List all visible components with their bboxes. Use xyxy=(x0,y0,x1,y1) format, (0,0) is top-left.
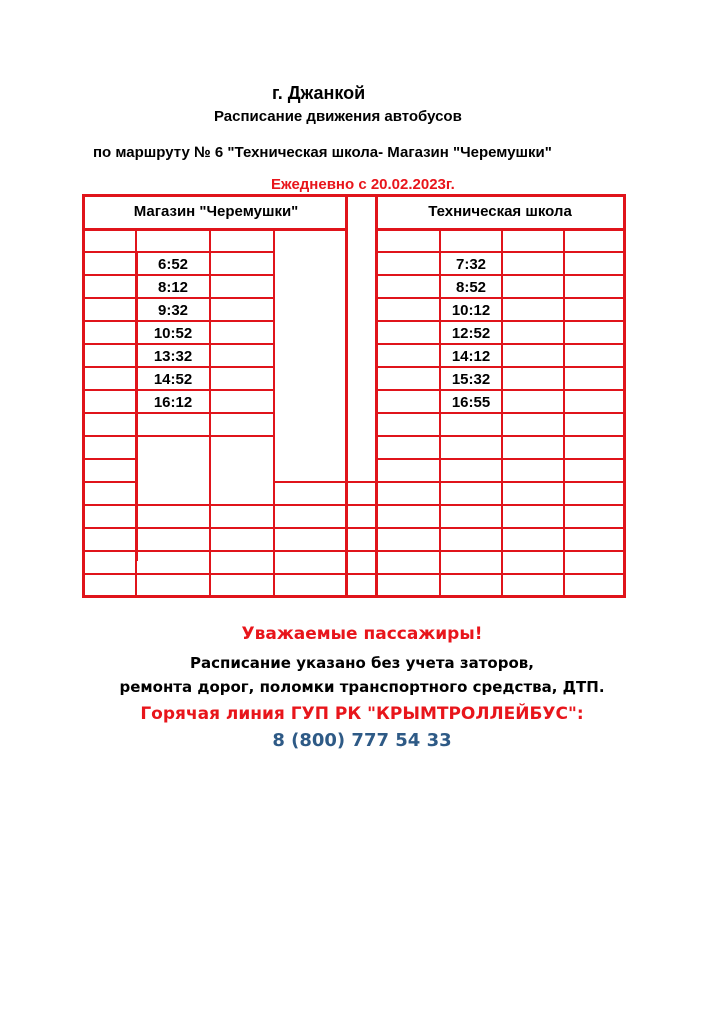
row-line xyxy=(273,527,346,529)
row-line xyxy=(347,550,375,552)
row-line xyxy=(347,504,375,506)
header-rule-right xyxy=(377,228,623,231)
row-line xyxy=(377,274,623,276)
left-stop-header: Магазин "Черемушки" xyxy=(133,203,299,220)
right-departure-time: 10:12 xyxy=(451,302,491,319)
row-line xyxy=(85,412,273,414)
row-line xyxy=(85,573,346,575)
right-stop-header: Техническая школа xyxy=(428,203,572,220)
header-rule-left xyxy=(85,228,346,231)
row-line xyxy=(377,251,623,253)
row-line xyxy=(85,458,135,460)
row-line xyxy=(85,389,273,391)
col-line xyxy=(501,230,503,595)
left-departure-time: 10:52 xyxy=(153,325,193,342)
row-line xyxy=(85,435,273,437)
row-line xyxy=(377,458,623,460)
left-departure-time: 8:12 xyxy=(157,279,189,296)
hotline-label: Горячая линия ГУП РК "КРЫМТРОЛЛЕЙБУС": xyxy=(140,704,584,724)
row-line xyxy=(85,320,273,322)
notice-line-2: ремонта дорог, поломки транспортного средства, ДТП. xyxy=(119,678,605,696)
row-line xyxy=(85,366,273,368)
notice-greeting: Уважаемые пассажиры! xyxy=(241,624,483,644)
right-departure-time: 15:32 xyxy=(451,371,491,388)
col-line xyxy=(563,230,565,595)
hotline-phone: 8 (800) 777 54 33 xyxy=(272,730,452,751)
row-line xyxy=(377,550,623,552)
separator-left-line xyxy=(345,197,348,595)
schedule-subtitle: Расписание движения автобусов xyxy=(214,108,462,125)
row-line xyxy=(377,343,623,345)
col-line xyxy=(209,230,211,595)
left-departure-time: 16:12 xyxy=(153,394,193,411)
row-line xyxy=(377,481,623,483)
row-line xyxy=(85,251,273,253)
row-line xyxy=(377,573,623,575)
col-line xyxy=(273,230,275,595)
row-line xyxy=(347,481,375,483)
row-line xyxy=(85,274,273,276)
row-line xyxy=(273,481,346,483)
right-departure-time: 7:32 xyxy=(455,256,487,273)
route-title: по маршруту № 6 "Техническая школа- Магазин "Черемушки" xyxy=(93,144,552,161)
row-line xyxy=(85,297,273,299)
row-line xyxy=(377,366,623,368)
row-line xyxy=(377,412,623,414)
right-departure-time: 12:52 xyxy=(451,325,491,342)
right-departure-time: 16:55 xyxy=(451,394,491,411)
row-line xyxy=(347,573,375,575)
separator-right-line xyxy=(375,197,378,595)
left-departure-time: 13:32 xyxy=(153,348,193,365)
row-line xyxy=(377,435,623,437)
row-line xyxy=(377,297,623,299)
row-line xyxy=(85,343,273,345)
schedule-table xyxy=(82,194,626,598)
left-departure-time: 6:52 xyxy=(157,256,189,273)
row-line xyxy=(377,389,623,391)
row-line xyxy=(85,550,273,552)
row-line xyxy=(273,550,346,552)
row-line xyxy=(85,527,273,529)
row-line xyxy=(377,320,623,322)
row-line xyxy=(347,527,375,529)
right-departure-time: 14:12 xyxy=(451,348,491,365)
row-line xyxy=(377,504,623,506)
right-departure-time: 8:52 xyxy=(455,279,487,296)
row-line xyxy=(85,481,135,483)
left-departure-time: 14:52 xyxy=(153,371,193,388)
left-departure-time: 9:32 xyxy=(157,302,189,319)
notice-line-1: Расписание указано без учета заторов, xyxy=(190,654,534,672)
city-title: г. Джанкой xyxy=(272,83,366,103)
valid-from-label: Ежедневно с 20.02.2023г. xyxy=(271,176,455,193)
row-line xyxy=(85,504,346,506)
row-line xyxy=(377,527,623,529)
